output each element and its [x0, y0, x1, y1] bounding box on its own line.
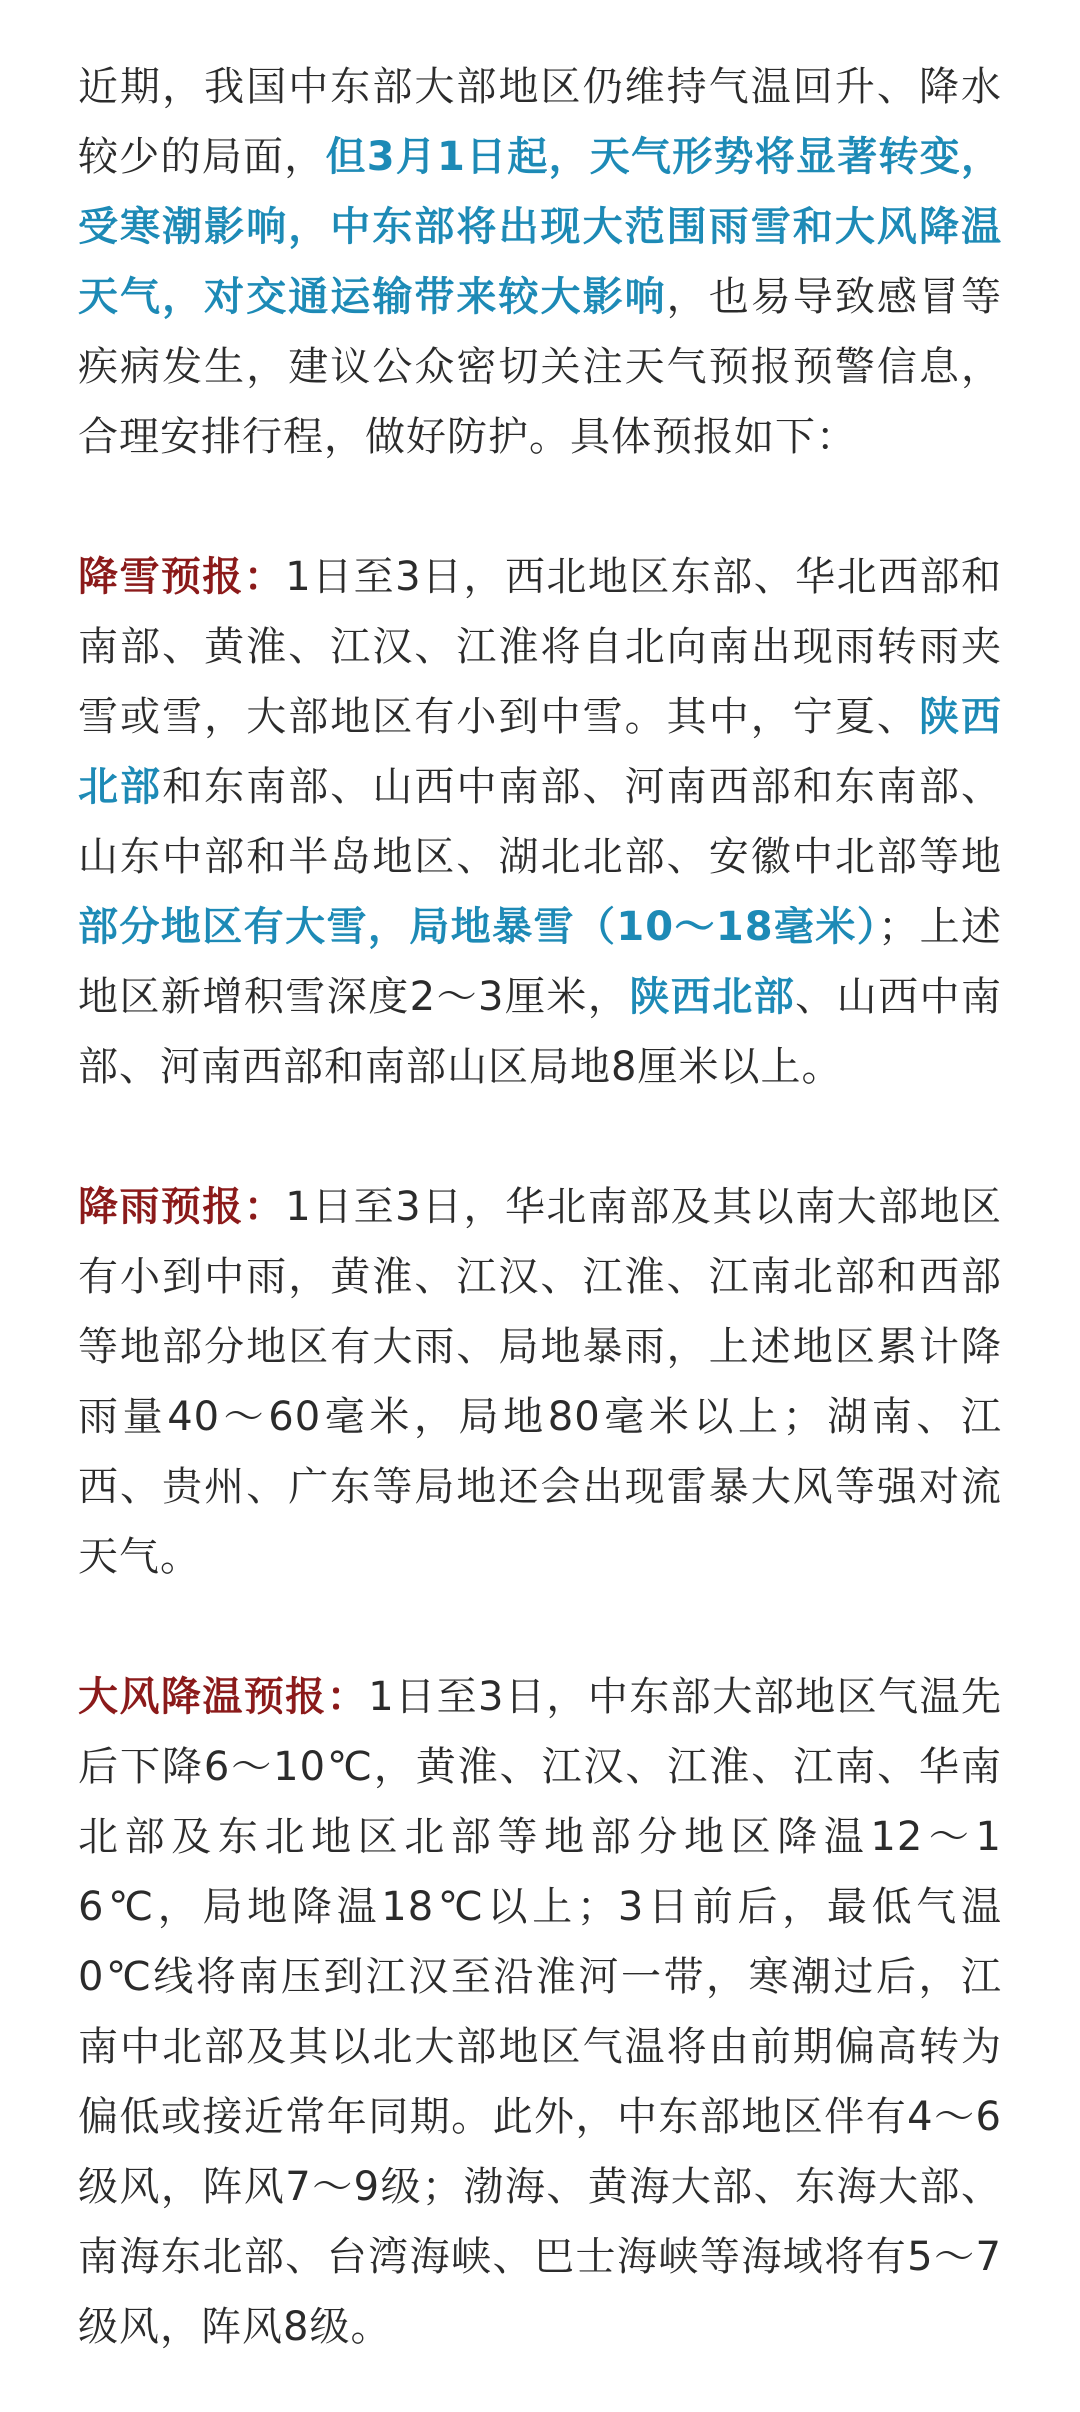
snow-forecast-label: 降雪预报： [78, 554, 286, 600]
wind-text: 1日至3日，中东部大部地区气温先后下降6～10℃，黄淮、江汉、江淮、江南、华南北部及东北地区北部等地部分地区降温12～16℃，局地降温18℃以上；3日前后，最低气温0℃线将南压到江汉至沿淮河一带，寒潮过后，江南中北部及其以北大部地区气温将由前期偏高转为偏低或接近常年同期。此外，中东部地区伴有4～6级风，阵风7～9级；渤海、黄海大部、东海大部、南海东北部、台湾海峡、巴士海峡等海域将有5～7级风，阵风8级。 [78, 1674, 1002, 2350]
snow-highlight-2: 部分地区有大雪，局地暴雪（10～18毫米） [78, 904, 879, 950]
rain-text: 1日至3日，华北南部及其以南大部地区有小到中雨，黄淮、江汉、江淮、江南北部和西部等地部分地区有大雨、局地暴雨，上述地区累计降雨量40～60毫米，局地80毫米以上；湖南、江西、贵州、广东等局地还会出现雷暴大风等强对流天气。 [78, 1184, 1002, 1580]
wind-cooling-forecast-label: 大风降温预报： [78, 1674, 369, 1720]
snow-forecast-paragraph [78, 542, 1002, 1102]
snow-text-4: 、山西中南部、河南西部和南部山区局地8厘米以上。 [78, 974, 1003, 1090]
rain-forecast-label: 降雨预报： [78, 1184, 286, 1230]
intro-text-2: ，也易导致感冒等疾病发生，建议公众密切关注天气预报预警信息，合理安排行程，做好防护。具体预报如下： [78, 274, 1003, 460]
snow-text-1: 1日至3日，西北地区东部、华北西部和南部、黄淮、江汉、江淮将自北向南出现雨转雨夹雪或雪，大部地区有小到中雪。其中，宁夏、 [78, 554, 1002, 740]
intro-highlight: 但3月1日起，天气形势将显著转变，受寒潮影响，中东部将出现大范围雨雪和大风降温天气，对交通运输带来较大影响 [78, 134, 1002, 320]
intro-text-1: 近期，我国中东部大部地区仍维持气温回升、降水较少的局面， [78, 64, 1002, 180]
rain-forecast-paragraph [78, 1172, 1002, 1592]
intro-paragraph [78, 52, 1002, 472]
snow-text-2: 和东南部、山西中南部、河南西部和东南部、山东中部和半岛地区、湖北北部、安徽中北部等地 [78, 764, 1003, 880]
snow-highlight-1: 陕西北部 [78, 694, 1003, 810]
wind-cooling-forecast-paragraph [78, 1662, 1002, 2362]
snow-text-3: ；上述地区新增积雪深度2～3厘米， [78, 904, 1003, 1020]
snow-highlight-3: 陕西北部 [629, 974, 796, 1020]
